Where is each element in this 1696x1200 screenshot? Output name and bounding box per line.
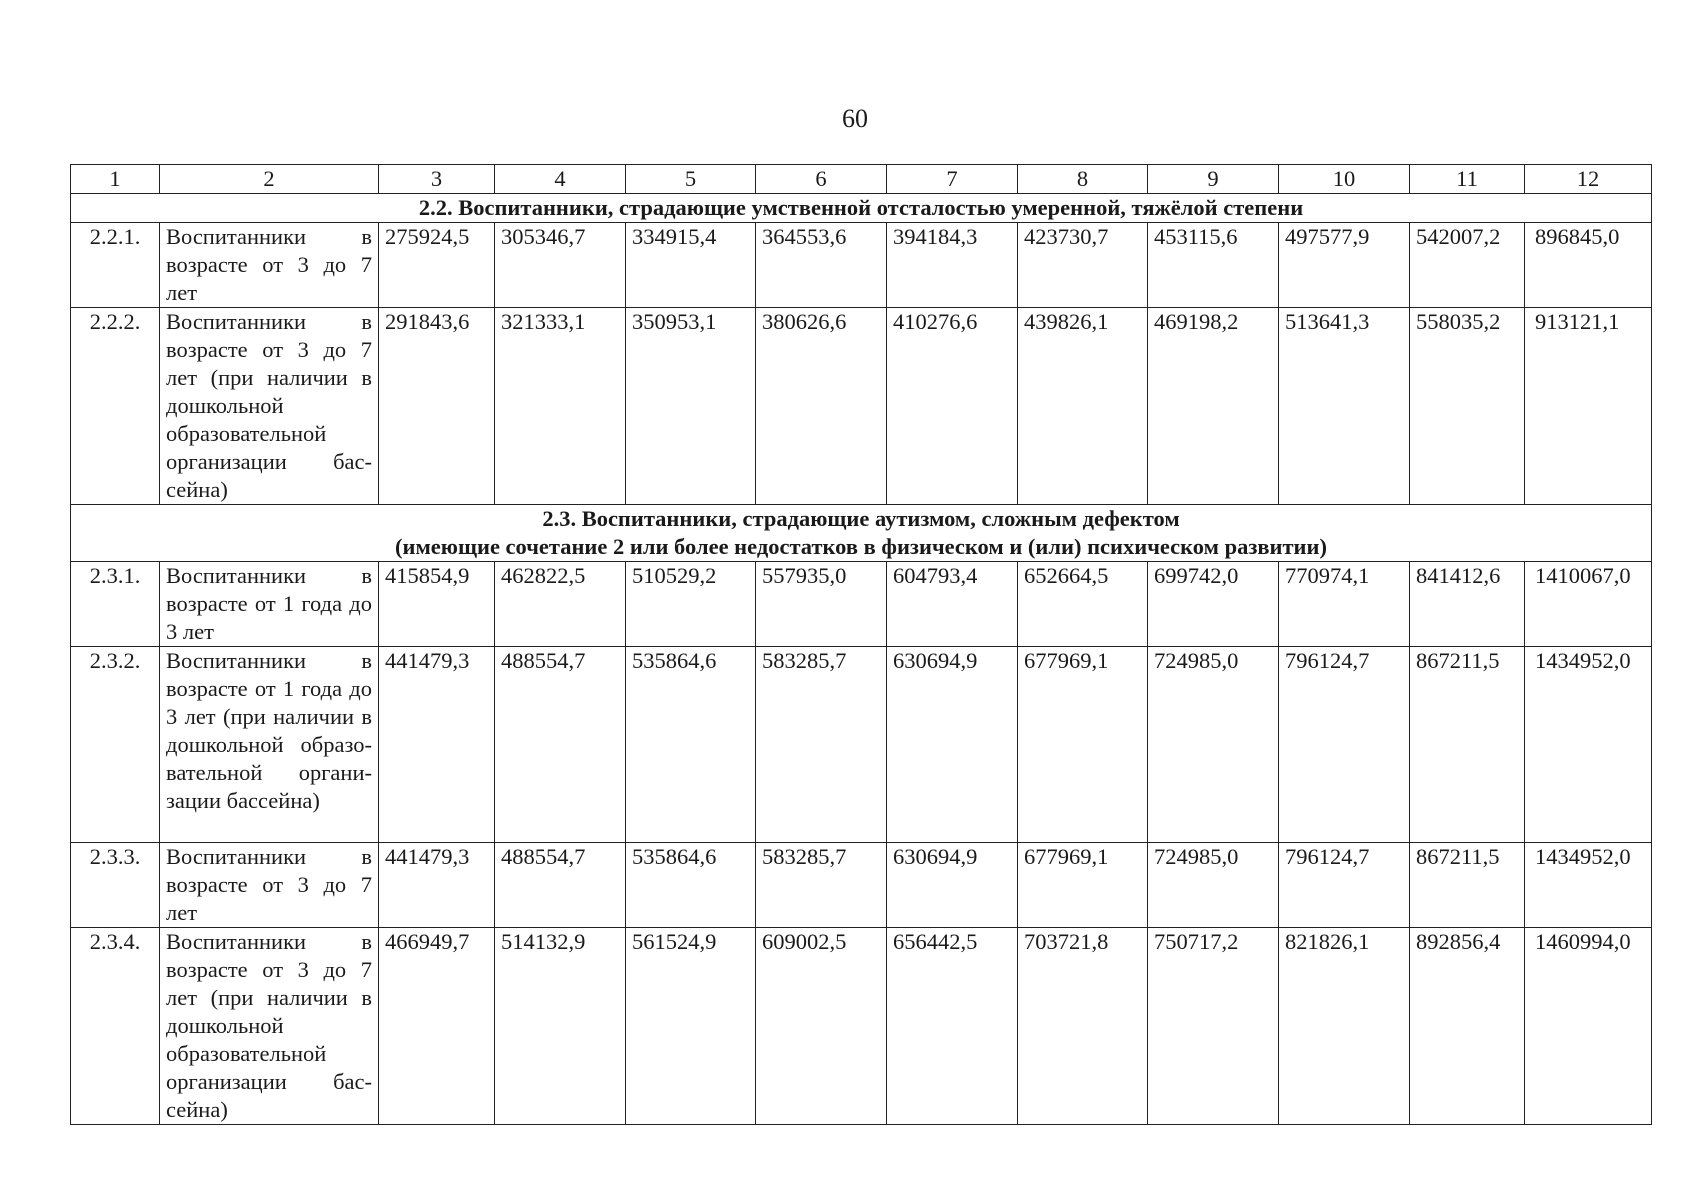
value-cell: 557935,0: [756, 562, 887, 647]
value-cell: 510529,2: [626, 562, 756, 647]
row-code: 2.3.4.: [71, 928, 160, 1125]
value-cell: 1434952,0: [1525, 647, 1652, 843]
value-cell: 896845,0: [1525, 223, 1652, 308]
table-row: [71, 843, 1652, 928]
column-header: 1: [71, 165, 160, 194]
value-cell: 291843,6: [379, 308, 495, 505]
value-cell: 652664,5: [1018, 562, 1148, 647]
value-cell: 497577,9: [1279, 223, 1410, 308]
section-title-line: 2.3. Воспитанники, страдающие аутизмом, сложным дефектом: [542, 506, 1180, 531]
row-code: 2.3.2.: [71, 647, 160, 843]
page-number: 60: [842, 104, 868, 133]
value-cell: 453115,6: [1148, 223, 1279, 308]
row-code: 2.3.1.: [71, 562, 160, 647]
value-cell: 656442,5: [887, 928, 1018, 1125]
table-row: [71, 928, 1652, 1125]
value-cell: 703721,8: [1018, 928, 1148, 1125]
row-code: 2.2.2.: [71, 308, 160, 505]
value-cell: 770974,1: [1279, 562, 1410, 647]
value-cell: 439826,1: [1018, 308, 1148, 505]
value-cell: 441479,3: [379, 647, 495, 843]
column-header: 9: [1148, 165, 1279, 194]
column-header: 3: [379, 165, 495, 194]
row-description: Воспитанники в возрасте от 3 до 7 лет (при наличии в дошкольной образовательной организации бассейна): [160, 308, 379, 505]
value-cell: 609002,5: [756, 928, 887, 1125]
value-cell: 677969,1: [1018, 647, 1148, 843]
value-cell: 275924,5: [379, 223, 495, 308]
value-cell: 867211,5: [1410, 843, 1525, 928]
value-cell: 535864,6: [626, 843, 756, 928]
value-cell: 724985,0: [1148, 843, 1279, 928]
column-header: 4: [495, 165, 626, 194]
value-cell: 423730,7: [1018, 223, 1148, 308]
column-header: 7: [887, 165, 1018, 194]
value-cell: 796124,7: [1279, 843, 1410, 928]
row-description: Воспитанники в возрасте от 3 до 7 лет: [160, 843, 379, 928]
column-header: 2: [160, 165, 379, 194]
value-cell: 514132,9: [495, 928, 626, 1125]
value-cell: 1460994,0: [1525, 928, 1652, 1125]
value-cell: 410276,6: [887, 308, 1018, 505]
value-cell: 394184,3: [887, 223, 1018, 308]
value-cell: 462822,5: [495, 562, 626, 647]
section-header-row: [71, 194, 1652, 223]
value-cell: 604793,4: [887, 562, 1018, 647]
value-cell: 380626,6: [756, 308, 887, 505]
value-cell: 867211,5: [1410, 647, 1525, 843]
value-cell: 321333,1: [495, 308, 626, 505]
column-header: 12: [1525, 165, 1652, 194]
value-cell: 542007,2: [1410, 223, 1525, 308]
row-code: 2.3.3.: [71, 843, 160, 928]
column-header: 11: [1410, 165, 1525, 194]
value-cell: 488554,7: [495, 647, 626, 843]
value-cell: 677969,1: [1018, 843, 1148, 928]
value-cell: 305346,7: [495, 223, 626, 308]
value-cell: 892856,4: [1410, 928, 1525, 1125]
column-header: 5: [626, 165, 756, 194]
value-cell: 630694,9: [887, 843, 1018, 928]
value-cell: 466949,7: [379, 928, 495, 1125]
cost-table: [70, 164, 1652, 1125]
value-cell: 561524,9: [626, 928, 756, 1125]
value-cell: 724985,0: [1148, 647, 1279, 843]
value-cell: 699742,0: [1148, 562, 1279, 647]
row-description: Воспитанники в возрасте от 1 года до 3 лет (при наличии в дошкольной образовательной организации бассейна): [160, 647, 379, 843]
section-title: [71, 505, 1652, 562]
row-description: Воспитанники в возрасте от 3 до 7 лет: [160, 223, 379, 308]
value-cell: 796124,7: [1279, 647, 1410, 843]
value-cell: 821826,1: [1279, 928, 1410, 1125]
value-cell: 334915,4: [626, 223, 756, 308]
value-cell: 583285,7: [756, 843, 887, 928]
table-row: [71, 223, 1652, 308]
value-cell: 1410067,0: [1525, 562, 1652, 647]
value-cell: 913121,1: [1525, 308, 1652, 505]
section-title-line: 2.2. Воспитанники, страдающие умственной отсталостью умеренной, тяжёлой степени: [418, 195, 1304, 220]
value-cell: 441479,3: [379, 843, 495, 928]
row-description: Воспитанники в возрасте от 1 года до 3 лет: [160, 562, 379, 647]
section-title-line: (имеющие сочетание 2 или более недостатков в физическом и (или) психическом развитии): [395, 534, 1327, 559]
section-header-row: [71, 505, 1652, 562]
value-cell: 630694,9: [887, 647, 1018, 843]
value-cell: 350953,1: [626, 308, 756, 505]
section-title: [71, 194, 1652, 223]
table-row: [71, 308, 1652, 505]
value-cell: 364553,6: [756, 223, 887, 308]
value-cell: 415854,9: [379, 562, 495, 647]
row-code: 2.2.1.: [71, 223, 160, 308]
value-cell: 469198,2: [1148, 308, 1279, 505]
value-cell: 488554,7: [495, 843, 626, 928]
value-cell: 750717,2: [1148, 928, 1279, 1125]
column-number-row: [71, 165, 1652, 194]
value-cell: 535864,6: [626, 647, 756, 843]
table-row: [71, 562, 1652, 647]
row-description: Воспитанники в возрасте от 3 до 7 лет (при наличии в дошкольной образовательной организации бассейна): [160, 928, 379, 1125]
value-cell: 558035,2: [1410, 308, 1525, 505]
column-header: 10: [1279, 165, 1410, 194]
column-header: 8: [1018, 165, 1148, 194]
value-cell: 513641,3: [1279, 308, 1410, 505]
value-cell: 1434952,0: [1525, 843, 1652, 928]
table-row: [71, 647, 1652, 843]
column-header: 6: [756, 165, 887, 194]
value-cell: 583285,7: [756, 647, 887, 843]
value-cell: 841412,6: [1410, 562, 1525, 647]
